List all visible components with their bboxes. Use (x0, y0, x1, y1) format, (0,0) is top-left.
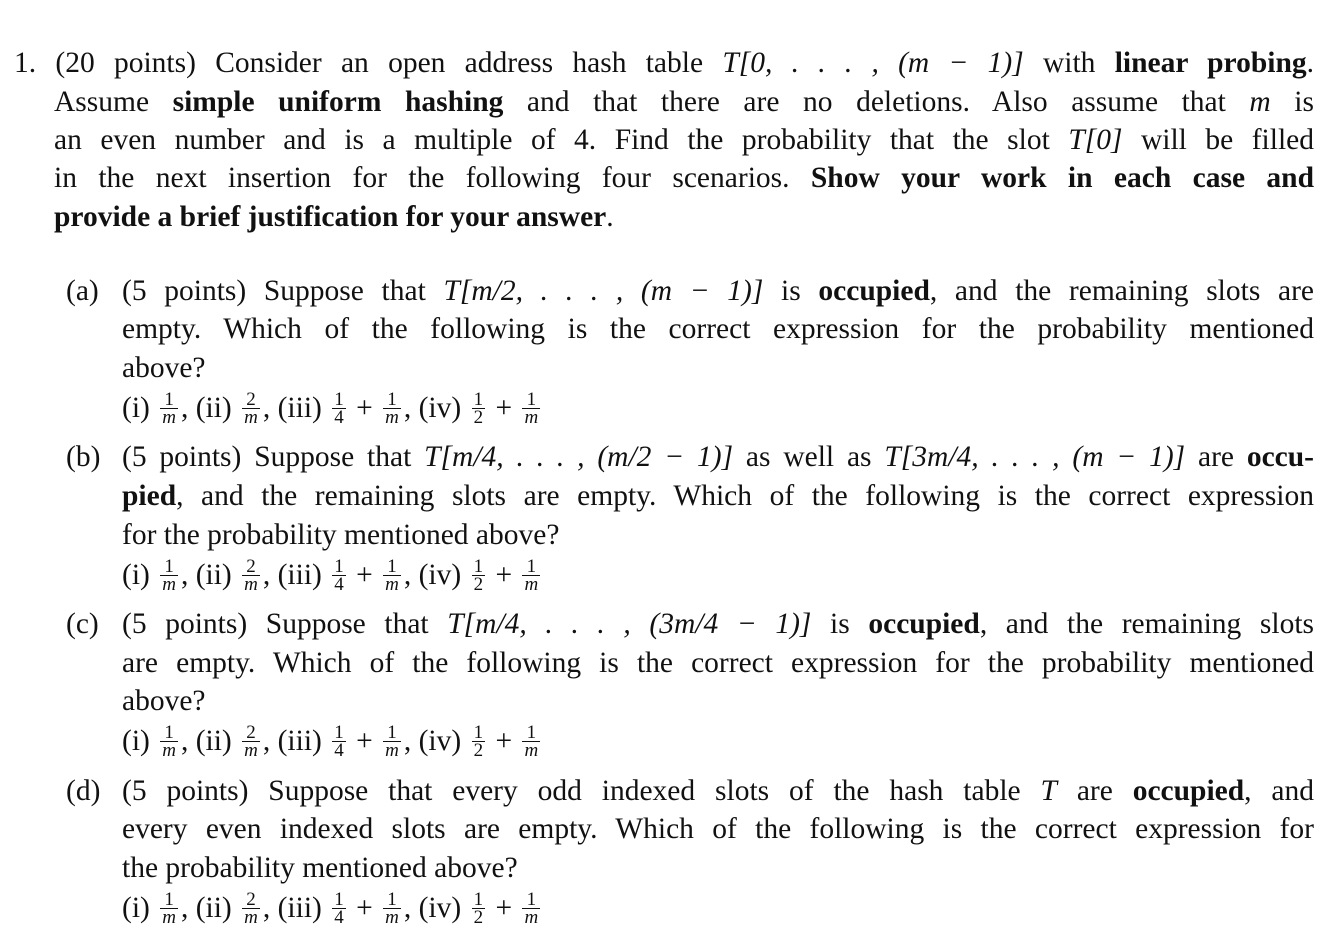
part-d-label: (d) (66, 775, 101, 807)
part-d-line-2: every even indexed slots are empty. Which of the following is the correct expression for (122, 813, 1314, 845)
part-b-label: (b) (66, 441, 101, 473)
question-line-1: 1. (20 points) Consider an open address hash table T[0, . . . , (m − 1)] with linear probing. (14, 47, 1314, 79)
question-points: (20 points) (55, 47, 196, 79)
question-line-5: provide a brief justification for your answer. (54, 201, 614, 233)
question-line-4: in the next insertion for the following four scenarios. Show your work in each case and (54, 162, 1314, 194)
part-a-label: (a) (66, 275, 99, 307)
part-a-line-2: empty. Which of the following is the correct expression for the probability mentioned (122, 313, 1314, 345)
part-b-line-3: for the probability mentioned above? (122, 519, 560, 551)
part-c-line-1: (5 points) Suppose that T[m/4, . . . , (3m/4 − 1)] is occupied, and the remaining slots (122, 608, 1315, 640)
part-c-line-2: are empty. Which of the following is the correct expression for the probability mentioned (122, 647, 1314, 679)
question-line-3: an even number and is a multiple of 4. Find the probability that the slot T[0] will be filled (54, 124, 1314, 156)
part-a-line-1: (5 points) Suppose that T[m/2, . . . , (m − 1)] is occupied, and the remaining slots are (122, 275, 1314, 307)
part-c-options: (i) $\frac{1}{m}$ , (ii) $\frac{2}{m}$ , (iii) $\frac{1}{4}$ + $\frac{1}{m}$ , (iv) $\frac{1}{2}$ + $\frac{1}{m}$ (122, 721, 539, 761)
part-c-label: (c) (66, 608, 99, 640)
part-d-line-1: (5 points) Suppose that every odd indexed slots of the hash table T are occupied, and (122, 775, 1314, 807)
part-c-line-3: above? (122, 685, 206, 717)
part-a-options: (i) $\frac{1}{m}$ , (ii) $\frac{2}{m}$ , (iii) $\frac{1}{4}$ + $\frac{1}{m}$ , (iv) $\frac{1}{2}$ + $\frac{1}{m}$ (122, 388, 539, 428)
part-b-options: (i) $\frac{1}{m}$ , (ii) $\frac{2}{m}$ , (iii) $\frac{1}{4}$ + $\frac{1}{m}$ , (iv) $\frac{1}{2}$ + $\frac{1}{m}$ (122, 555, 539, 595)
part-a-line-3: above? (122, 352, 206, 384)
part-d-options: (i) $\frac{1}{m}$ , (ii) $\frac{2}{m}$ , (iii) $\frac{1}{4}$ + $\frac{1}{m}$ , (iv) $\frac{1}{2}$ + $\frac{1}{m}$ (122, 888, 539, 928)
question-number: 1. (14, 47, 37, 79)
part-d-line-3: the probability mentioned above? (122, 852, 518, 884)
part-b-line-1: (5 points) Suppose that T[m/4, . . . , (m/2 − 1)] as well as T[3m/4, . . . , (m − 1)] are occu- (122, 441, 1315, 473)
part-b-line-2: pied, and the remaining slots are empty. Which of the following is the correct expression (122, 480, 1314, 512)
question-line-2: Assume simple uniform hashing and that there are no deletions. Also assume that m is (54, 86, 1314, 118)
